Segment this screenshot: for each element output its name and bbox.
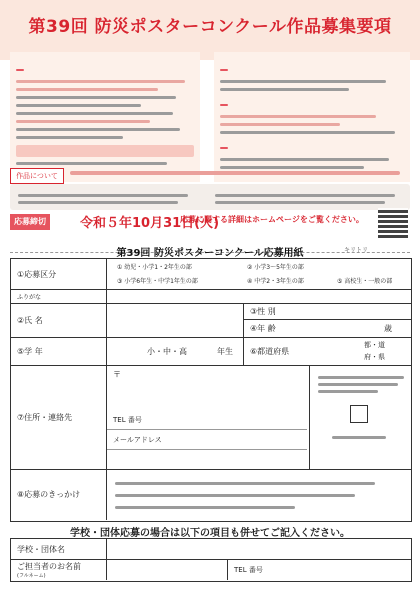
text-line xyxy=(16,120,150,123)
form-row-reason xyxy=(11,469,411,520)
group-form xyxy=(10,538,412,582)
category-option[interactable]: ④ 中学2・3年生の部 xyxy=(247,278,304,285)
text-line xyxy=(115,506,295,509)
prefecture-value-2: 府・県 xyxy=(364,353,385,361)
info-column-right xyxy=(214,52,410,182)
school-label: ⑤学 年 xyxy=(11,337,107,365)
form-row-category xyxy=(11,259,411,290)
gender-age-cell xyxy=(243,303,412,337)
category-option[interactable]: ③ 小学6年生・中学1年生の部 xyxy=(117,278,198,285)
form-row-address xyxy=(11,365,411,470)
form-row-school xyxy=(11,337,411,366)
furigana-label: ふりがな xyxy=(11,289,107,303)
prefecture-value: 都・道 xyxy=(364,341,385,349)
category-option[interactable]: ① 幼児・小学1・2年生の部 xyxy=(117,264,192,271)
category-options[interactable] xyxy=(107,259,411,289)
text-line xyxy=(16,104,141,107)
postal-prefix: 〒 xyxy=(113,370,121,379)
category-label: ①応募区分 xyxy=(11,259,107,289)
section-tag xyxy=(220,147,228,149)
text-line xyxy=(215,194,395,197)
text-line xyxy=(16,80,185,83)
info-column-left xyxy=(10,52,200,182)
reason-field[interactable] xyxy=(107,469,411,520)
text-line xyxy=(16,162,167,165)
text-line xyxy=(16,112,173,115)
text-line xyxy=(220,123,340,126)
size-bar xyxy=(16,145,194,157)
contact-label: ご担当者のお名前 xyxy=(17,561,81,571)
prefecture-label: ⑥都道府県 xyxy=(250,347,290,356)
age-label: ④年 齢 xyxy=(250,324,276,333)
furigana-field[interactable] xyxy=(107,289,411,303)
text-line xyxy=(16,128,180,131)
text-line xyxy=(115,482,375,485)
notice-label: 作品について xyxy=(10,168,64,184)
form-title: 第39回 防災ポスターコンクール応募用紙 xyxy=(116,248,304,259)
address-label: ⑦住所・連絡先 xyxy=(11,365,107,469)
homepage-notice: 応募に関する詳細はホームページをご覧ください。 xyxy=(180,215,364,224)
text-line xyxy=(332,436,386,439)
checkbox[interactable] xyxy=(350,405,368,423)
school-value: 小・中・高 xyxy=(147,347,187,356)
notice-band xyxy=(10,168,410,184)
deadline-date: 令和５年10月31日(火) xyxy=(80,216,220,231)
group-tel-cell[interactable] xyxy=(227,559,412,580)
cut-label: キリトリ xyxy=(344,247,369,254)
notice-text xyxy=(70,171,400,175)
group-section-title: 学校・団体応募の場合は以下の項目も併せてご記入ください。 xyxy=(70,528,350,539)
school-name-field[interactable] xyxy=(107,539,411,559)
text-line xyxy=(18,201,178,204)
text-line xyxy=(220,131,395,134)
contact-field[interactable] xyxy=(107,559,225,580)
text-line xyxy=(318,376,404,379)
form-row-name xyxy=(11,303,411,338)
text-line xyxy=(318,383,398,386)
tel-label: TEL 番号 xyxy=(113,416,142,424)
section-tag xyxy=(220,104,228,106)
deadline-label: 応募締切 xyxy=(10,214,50,230)
section-tag xyxy=(16,69,24,71)
text-line xyxy=(16,136,123,139)
qr-code-icon[interactable] xyxy=(378,208,408,238)
notes-box xyxy=(10,184,410,210)
application-form xyxy=(10,258,412,522)
page-title: 第39回 防災ポスターコンクール作品募集要項 xyxy=(28,17,392,37)
form-row-school-name xyxy=(11,539,411,560)
form-row-contact xyxy=(11,559,411,580)
contact-sub-label: (フルネーム) xyxy=(17,572,46,579)
text-line xyxy=(16,96,176,99)
contact-label-cell xyxy=(11,559,107,580)
text-line xyxy=(220,80,386,83)
text-line xyxy=(16,88,158,91)
section-tag xyxy=(220,69,228,71)
mail-label: メールアドレス xyxy=(113,436,162,444)
gender-label: ③性 別 xyxy=(250,307,276,316)
text-line xyxy=(318,390,378,393)
form-row-furigana xyxy=(11,289,411,304)
reason-label: ⑧応募のきっかけ xyxy=(11,469,107,520)
school-name-label: 学校・団体名 xyxy=(11,539,107,559)
category-option[interactable]: ⑤ 高校生・一般の部 xyxy=(337,278,393,285)
text-line xyxy=(115,494,355,497)
group-tel-label: TEL 番号 xyxy=(234,566,263,574)
text-line xyxy=(220,88,349,91)
guardian-check-cell xyxy=(309,365,412,469)
text-line xyxy=(18,194,188,197)
school-unit: 年生 xyxy=(217,347,233,356)
text-line xyxy=(220,158,389,161)
text-line xyxy=(220,115,376,118)
prefecture-cell[interactable] xyxy=(243,337,412,365)
text-line xyxy=(215,201,385,204)
age-unit: 歳 xyxy=(384,324,392,333)
category-option[interactable]: ② 小学3～5年生の部 xyxy=(247,264,304,271)
name-label: ②氏 名 xyxy=(11,303,107,337)
